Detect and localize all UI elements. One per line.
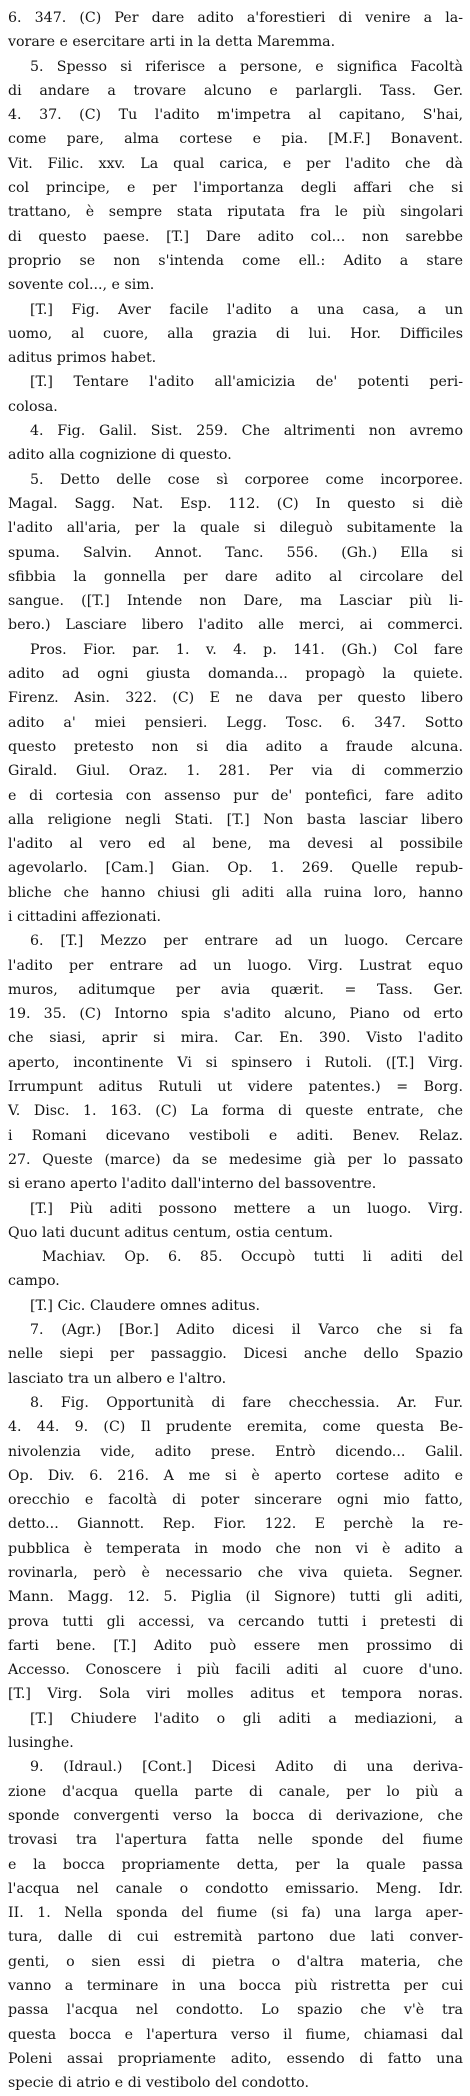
text-line: vanno a terminare in una bocca più ristretta per cui xyxy=(8,1978,463,1995)
text-line: aditus primos habet. xyxy=(8,350,157,367)
text-line: [T.] Più aditi possono mettere a un luogo. Virg. xyxy=(30,1200,463,1217)
text-line: 8. Fig. Opportunità di fare checchessia. Ar. Fur. xyxy=(30,1394,463,1411)
text-line: Accesso. Conoscere i più facili aditi al cuore d'uno. xyxy=(8,1662,463,1679)
text-line: 6. [T.] Mezzo per entrare ad un luogo. Cercare xyxy=(30,933,463,950)
text-line: rovinarla, però è necessario che viva quieta. Segner. xyxy=(8,1565,463,1581)
text-line: farti bene. [T.] Adito può essere men prossimo di xyxy=(8,1637,463,1654)
text-line: 7. (Agr.) [Bor.] Adito dicesi il Varco che si fa xyxy=(30,1322,463,1339)
text-line: alla religione negli Stati. [T.] Non basta lasciar libero xyxy=(8,811,463,828)
text-line: l'acqua nel canale o condotto emissario. Meng. Idr. xyxy=(8,1880,463,1897)
text-line: V. Disc. 1. 163. (C) La forma di queste entrate, che xyxy=(8,1103,463,1120)
text-line: prova tutti gli accessi, va cercando tutti i pretesti di xyxy=(8,1613,463,1630)
text-line: agevolarlo. [Cam.] Gian. Op. 1. 269. Quelle repub- xyxy=(8,860,463,877)
text-line: sfibbia la gonnella per dare adito al circolare del xyxy=(8,568,463,585)
text-line: l'adito per entrare ad un luogo. Virg. Lustrat equo xyxy=(8,957,463,974)
text-line: Poleni assai propriamente adito, essendo di fatto una xyxy=(8,2050,463,2067)
text-line: trattano, è sempre stata riputata fra le più singolari xyxy=(8,204,463,221)
text-line: Irrumpunt aditus Rutuli ut videre patentes.) = Borg. xyxy=(8,1079,463,1096)
text-line: pubblica è temperata in modo che non vi è adito a xyxy=(8,1540,463,1557)
text-line: II. 1. Nella sponda del fiume (si fa) una larga aper- xyxy=(8,1905,463,1922)
text-line: Mann. Magg. 12. 5. Piglia (il Signore) tutti gli aditi, xyxy=(8,1589,463,1606)
text-line: detto... Giannott. Rep. Fior. 122. E perchè la re- xyxy=(8,1516,463,1533)
text-line: questo pretesto non si dia adito a fraude alcuna. xyxy=(8,738,463,755)
text-line: e di cortesia con assenso pur de' pontefici, fare adito xyxy=(8,787,463,804)
text-line: col principe, e per l'importanza degli affari che si xyxy=(8,180,463,197)
text-line: [T.] Fig. Aver facile l'adito a una casa, a un xyxy=(30,301,463,318)
text-line: bero.) Lasciare libero l'adito alle merci, ai commerci. xyxy=(8,617,463,634)
text-line: 9. (Idraul.) [Cont.] Dicesi Adito di una deriva- xyxy=(30,1759,463,1776)
text-line: Firenz. Asin. 322. (C) E ne dava per questo libero xyxy=(8,690,463,707)
text-line: aperto, incontinente Vi si spinsero i Rutoli. ([T.] Virg. xyxy=(8,1054,463,1071)
text-line: passa l'acqua nel condotto. Lo spazio che v'è tra xyxy=(8,2002,463,2019)
text-line: sangue. ([T.] Intende non Dare, ma Lasciar più li- xyxy=(8,593,463,610)
text-line: genti, o sien essi di pietra o d'altra materia, che xyxy=(8,1953,463,1970)
text-line: [T.] Tentare l'adito all'amicizia de' potenti peri- xyxy=(30,374,463,391)
text-line: orecchio e facoltà di poter sincerare ogni mio fatto, xyxy=(8,1492,463,1509)
text-line: adito ad ogni giusta domanda... propagò la quiete. xyxy=(8,666,463,683)
text-line: sponde convergenti verso la bocca di derivazione, che xyxy=(8,1807,463,1824)
text-line: bliche che hanno chiusi gli aditi alla ruina loro, hanno xyxy=(8,884,463,901)
text-line: Magal. Sagg. Nat. Esp. 112. (C) In questo si diè xyxy=(8,495,463,512)
text-line: che siasi, aprir si mira. Car. En. 390. Visto l'adito xyxy=(8,1030,463,1047)
text-line: Machiav. Op. 6. 85. Occupò tutti li aditi del xyxy=(42,1249,463,1266)
text-line: i cittadini affezionati. xyxy=(8,908,162,925)
text-line: [T.] Chiudere l'adito o gli aditi a mediazioni, a xyxy=(30,1710,463,1727)
text-line: 27. Queste (marce) da se medesime già per lo passato xyxy=(8,1151,463,1168)
text-line: di questo paese. [T.] Dare adito col... non sarebbe xyxy=(8,228,463,245)
text-line: Vit. Filic. xxv. La qual carica, e per l'adito che dà xyxy=(8,155,463,172)
text-line: Girald. Giul. Oraz. 1. 281. Per via di commerzio xyxy=(8,763,463,780)
text-line: 4. 37. (C) Tu l'adito m'impetra al capitano, S'hai, xyxy=(8,107,463,124)
text-line: muros, aditumque per avia quærit. = Tass. Ger. xyxy=(8,981,463,998)
text-line: trovasi tra l'apertura fatta nelle sponde del fiume xyxy=(8,1832,463,1849)
text-line: zione d'acqua quella parte di canale, per lo più a xyxy=(8,1783,463,1800)
text-line: l'adito al vero ed al bene, ma devesi al possibile xyxy=(8,836,463,853)
text-line: [T.] Cic. Claudere omnes aditus. xyxy=(30,1297,261,1314)
text-line: Pros. Fior. par. 1. v. 4. p. 141. (Gh.) Col fare xyxy=(30,641,463,658)
text-line: come pare, alma cortese e pia. [M.F.] Bonavent. xyxy=(8,131,463,148)
text-line: i Romani dicevano vestiboli e aditi. Benev. Relaz. xyxy=(8,1127,463,1144)
text-line: lusinghe. xyxy=(8,1735,74,1752)
text-line: vorare e esercitare arti in la detta Maremma. xyxy=(8,34,336,51)
text-line: uomo, al cuore, alla grazia di lui. Hor. Difficiles xyxy=(8,325,463,342)
text-line: colosa. xyxy=(8,398,58,415)
text-line: Op. Div. 6. 216. A me si è aperto cortese adito e xyxy=(8,1467,463,1484)
text-line: nelle siepi per passaggio. Dicesi anche dello Spazio xyxy=(8,1346,463,1363)
text-line: specie di atrio e di vestibolo del condotto. xyxy=(8,2075,309,2092)
text-line: si erano aperto l'adito dall'interno del bassoventre. xyxy=(8,1176,377,1193)
text-line: adito a' miei pensieri. Legg. Tosc. 6. 347. Sotto xyxy=(8,714,463,731)
text-line: 5. Detto delle cose sì corporee come incorporee. xyxy=(30,471,463,488)
text-line: lasciato tra un albero e l'altro. xyxy=(8,1370,227,1387)
text-line: 4. Fig. Galil. Sist. 259. Che altrimenti non avremo xyxy=(30,423,463,440)
text-line: [T.] Virg. Sola viri molles aditus et tempora noras. xyxy=(8,1686,463,1703)
text-line: spuma. Salvin. Annot. Tanc. 556. (Gh.) Ella si xyxy=(8,544,463,561)
text-line: nivolenzia vide, adito prese. Entrò dicendo... Galil. xyxy=(8,1443,463,1460)
text-line: campo. xyxy=(8,1273,60,1290)
text-line: di andare a trovare alcuno e parlargli. Tass. Ger. xyxy=(8,82,463,99)
text-line: sovente col..., e sim. xyxy=(8,277,155,294)
text-line: l'adito all'aria, per la quale si dileguò subitamente la xyxy=(8,520,463,537)
text-line: questa bocca e l'apertura verso il fiume, chiamasi dal xyxy=(8,2026,463,2043)
text-line: 5. Spesso si riferisce a persone, e significa Facoltà xyxy=(30,58,463,75)
text-line: adito alla cognizione di questo. xyxy=(8,447,232,464)
text-line: e la bocca propriamente detta, per la quale passa xyxy=(8,1856,463,1873)
text-line: 6. 347. (C) Per dare adito a'forestieri di venire a la- xyxy=(8,10,463,26)
text-line: proprio se non s'intenda come ell.: Adito a stare xyxy=(8,252,463,269)
text-line: tura, dalle di cui estremità partono due lati conver- xyxy=(8,1929,463,1946)
text-line: 19. 35. (C) Intorno spia s'adito alcuno, Piano od erto xyxy=(8,1006,463,1023)
text-line: Quo lati ducunt aditus centum, ostia centum. xyxy=(8,1224,334,1241)
text-line: 4. 44. 9. (C) Il prudente eremita, come questa Be- xyxy=(8,1419,463,1436)
